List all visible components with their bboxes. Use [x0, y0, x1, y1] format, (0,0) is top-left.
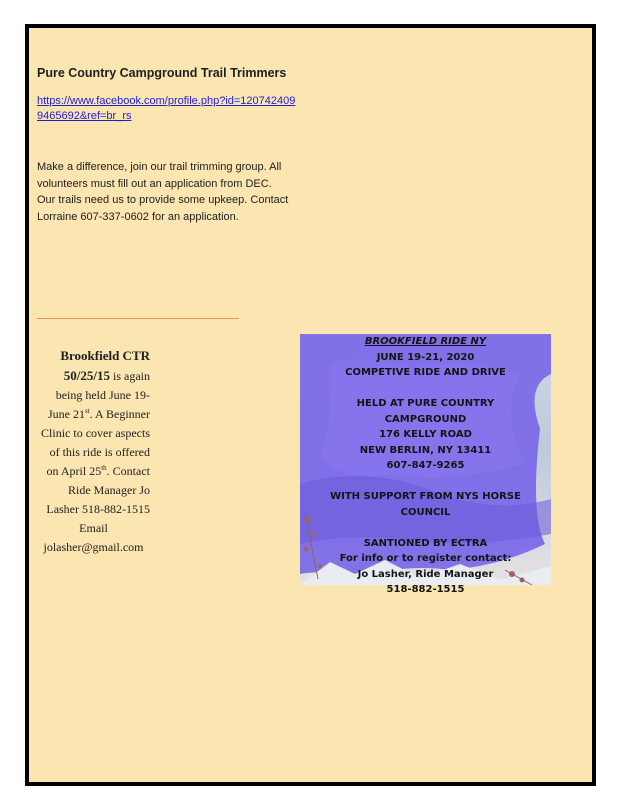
flyer-title: BROOKFIELD RIDE NY: [364, 336, 487, 347]
flyer-support-line-2: COUNCIL: [400, 506, 451, 518]
flyer-venue-line-2: CAMPGROUND: [384, 413, 467, 425]
flyer-city: NEW BERLIN, NY 13411: [359, 444, 492, 456]
flyer-support-line-1: WITH SUPPORT FROM NYS HORSE: [330, 491, 521, 502]
page-title: Pure Country Campground Trail Trimmers: [37, 66, 287, 80]
flyer-dates: JUNE 19-21, 2020: [376, 351, 475, 363]
brookfield-ctr-notice: [37, 346, 150, 557]
facebook-link[interactable]: https://www.facebook.com/profile.php?id=1207424099465692&ref=br_rs: [37, 95, 296, 122]
flyer-sanction: SANTIONED BY ECTRA: [363, 537, 488, 549]
ctr-email: Email jolasher@gmail.com: [43, 521, 144, 554]
flyer-info: For info or to register contact:: [339, 553, 512, 564]
flyer-contact-phone: 518-882-1515: [386, 584, 465, 595]
ctr-sup-1: st: [85, 407, 90, 415]
document-page: [25, 24, 596, 786]
flyer-venue-line-1: HELD AT PURE COUNTRY: [356, 398, 495, 409]
ctr-text-1: is again being held June 19-June 21: [48, 369, 150, 421]
ctr-text-2: . A Beginner Clinic to cover aspects of this ride is offered on April 25: [41, 407, 150, 478]
ctr-text-3: . Contact Ride Manager Jo Lasher 518-882-1515: [46, 464, 150, 516]
brookfield-ride-flyer: [300, 334, 551, 595]
flyer-text-block: [300, 334, 551, 598]
ctr-sup-2: th: [101, 464, 107, 472]
flyer-phone: 607-847-9265: [386, 460, 465, 471]
flyer-event-type: COMPETIVE RIDE AND DRIVE: [345, 367, 506, 378]
section-divider: [37, 318, 239, 319]
flyer-street: 176 KELLY ROAD: [379, 429, 472, 440]
trail-trimmers-description: Make a difference, join our trail trimming group. All volunteers must fill out an application from DEC. Our trails need us to provide some upkeep. Contact Lorraine 607-337-0602 for an application.: [37, 161, 289, 223]
flyer-contact: Jo Lasher, Ride Manager: [357, 568, 494, 580]
ctr-title: Brookfield CTR 50/25/15: [60, 348, 150, 383]
